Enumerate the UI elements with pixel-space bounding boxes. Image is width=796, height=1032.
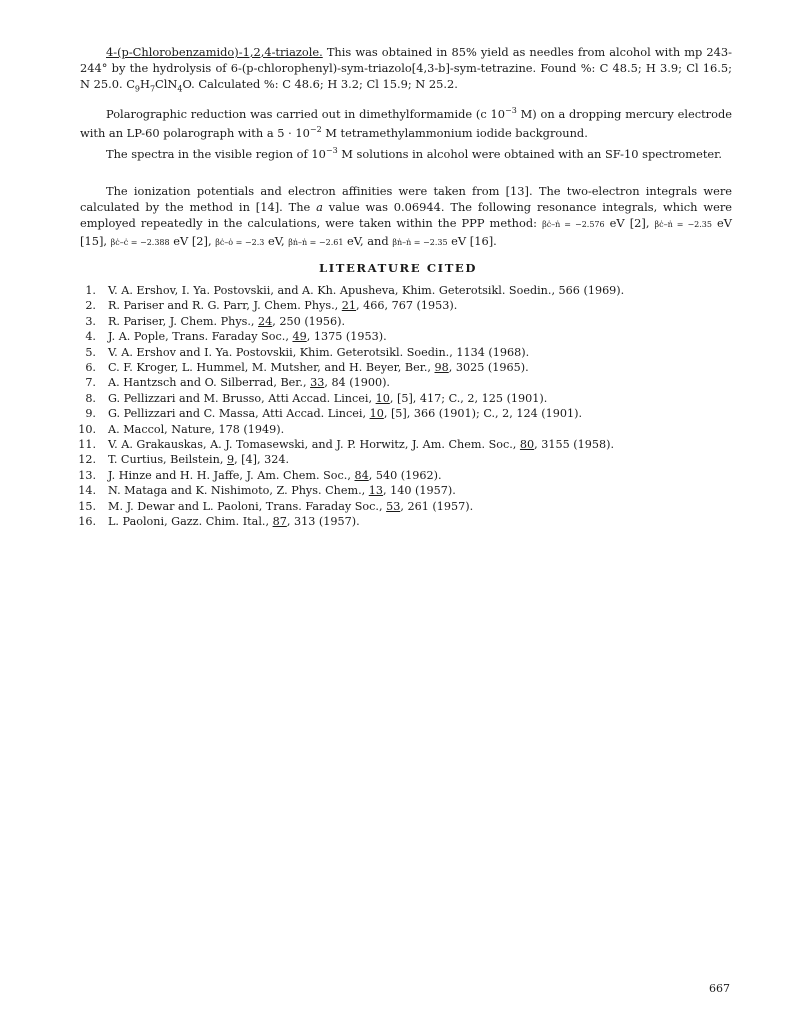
subscript: 4 — [177, 84, 183, 94]
resonance-integral: βċ–ȯ = −2.3 — [215, 238, 265, 247]
paragraph-text: O. Calculated %: C 48.6; H 3.2; Cl 15.9; N 25.2. — [182, 77, 458, 91]
paragraph-text: eV [16]. — [447, 234, 497, 248]
paragraph-text: The spectra in the visible region of 10 — [106, 146, 326, 161]
reference-item — [76, 499, 736, 514]
resonance-integral: βṅ–ṅ = −2.61 — [288, 238, 344, 247]
reference-text: N. Mataga and K. Nishimoto, Z. Phys. Chem., — [108, 484, 369, 498]
reference-item — [76, 375, 736, 390]
paragraph-text: The ionization potentials and electron affinities were taken from [13]. The two-electron integrals were calculated by the method in [14]. The — [80, 184, 732, 214]
reference-number: 11. — [78, 438, 96, 452]
reference-text: J. Hinze and H. H. Jaffe, J. Am. Chem. Soc., — [108, 468, 355, 482]
reference-text: , 250 (1956). — [272, 314, 346, 328]
reference-item — [76, 329, 736, 344]
reference-volume: 21 — [341, 299, 357, 313]
paragraph-text: ClN — [155, 77, 178, 91]
paragraph-text: eV, and — [343, 234, 393, 248]
reference-item — [76, 422, 736, 437]
reference-item — [76, 437, 736, 452]
reference-item — [76, 391, 736, 406]
reference-number: 15. — [78, 499, 96, 513]
reference-volume: 80 — [519, 438, 535, 452]
resonance-integral: βṅ–ṅ = −2.35 — [392, 238, 448, 247]
reference-number: 4. — [85, 330, 96, 344]
reference-text: , 261 (1957). — [400, 499, 474, 513]
reference-text: T. Curtius, Beilstein, — [108, 453, 227, 467]
reference-text: V. A. Grakauskas, A. J. Tomasewski, and J. P. Horwitz, J. Am. Chem. Soc., — [108, 438, 520, 452]
reference-number: 13. — [78, 468, 96, 482]
reference-number: 12. — [78, 453, 96, 467]
reference-number: 7. — [85, 376, 96, 390]
reference-number: 2. — [85, 299, 96, 313]
reference-text: V. A. Ershov and I. Ya. Postovskii, Khim. Geterotsikl. Soedin., 1134 (1968). — [108, 345, 530, 359]
paragraph-text: M tetramethylammonium iodide background. — [321, 125, 588, 140]
reference-text: G. Pellizzari and M. Brusso, Atti Accad. Lincei, — [108, 391, 376, 405]
reference-item — [76, 452, 736, 467]
reference-text: , 84 (1900). — [324, 376, 390, 390]
reference-item — [76, 514, 736, 529]
reference-item — [76, 360, 736, 375]
paragraph-text: value was 0.06944. The following resonance integrals, which were employed repeatedly in the calculations, were taken within the PPP method: — [80, 200, 733, 230]
reference-item — [76, 483, 736, 498]
reference-text: , [5], 366 (1901); C., 2, 124 (1901). — [383, 407, 583, 421]
subscript: 7 — [149, 84, 156, 94]
paragraph-text: eV [2], — [604, 216, 655, 230]
paragraph-text: H — [140, 77, 150, 91]
reference-number: 1. — [85, 284, 96, 297]
reference-text: C. F. Kroger, L. Hummel, M. Mutsher, and H. Beyer, Ber., — [108, 361, 435, 375]
reference-text: , [4], 324. — [234, 453, 290, 467]
reference-number: 14. — [78, 484, 96, 498]
reference-volume: 98 — [434, 361, 449, 375]
reference-item — [76, 406, 736, 421]
paragraph-text: This was obtained in 85% yield as needles from alcohol with mp 243-244° by the hydrolysis of 6-(p-chlorophenyl)-sym-triazolo[4,3-b]-sym-tetrazine. Found %: C 48.5; H 3.9; Cl 16.5; N 25.0. C — [80, 45, 732, 91]
superscript: −3 — [505, 106, 517, 115]
reference-text: , 140 (1957). — [383, 484, 456, 498]
paragraph-text: M) on a dropping mercury electrode with an LP-60 polarograph with a 5 · 10 — [80, 106, 733, 140]
reference-volume: 13 — [368, 484, 384, 498]
reference-item — [76, 468, 736, 483]
reference-volume: 84 — [354, 468, 369, 482]
paragraph-synthesis — [80, 44, 732, 97]
compound-title: 4-(p-Chlorobenzamido)-1,2,4-triazole. — [106, 45, 323, 59]
reference-item — [76, 314, 736, 329]
reference-volume: 53 — [386, 499, 401, 513]
reference-text: , 313 (1957). — [286, 515, 360, 529]
reference-text: , 3025 (1965). — [448, 361, 529, 375]
paragraph-text: eV [15], — [80, 216, 733, 248]
reference-number: 6. — [85, 361, 96, 375]
reference-list — [76, 283, 736, 530]
reference-number: 8. — [85, 391, 96, 405]
reference-text: , 466, 767 (1953). — [356, 299, 458, 313]
reference-item — [76, 345, 736, 360]
reference-volume: 10 — [375, 391, 390, 405]
paragraph-calculations — [80, 183, 732, 251]
reference-text: M. J. Dewar and L. Paoloni, Trans. Faraday Soc., — [108, 499, 387, 513]
reference-text: G. Pellizzari and C. Massa, Atti Accad. Lincei, — [108, 407, 370, 421]
reference-text: R. Pariser and R. G. Parr, J. Chem. Phys., — [108, 299, 342, 313]
reference-text: , 540 (1962). — [368, 468, 442, 482]
reference-volume: 33 — [310, 376, 325, 390]
reference-item — [76, 298, 736, 313]
reference-text: V. A. Ershov, I. Ya. Postovskii, and A. Kh. Apusheva, Khim. Geterotsikl. Soedin., 566 (1969). — [108, 284, 625, 297]
reference-text: J. A. Pople, Trans. Faraday Soc., — [108, 330, 293, 344]
literature-heading: LITERATURE CITED — [318, 261, 478, 275]
page-number: 667 — [709, 982, 730, 995]
reference-volume: 9 — [226, 453, 235, 467]
paragraph-polarography — [80, 103, 732, 141]
superscript: −3 — [325, 146, 338, 155]
paragraph-spectra — [80, 143, 732, 162]
paragraph-text: eV, — [264, 234, 289, 248]
resonance-integral: βċ–ṅ = −2.35 — [654, 220, 712, 229]
reference-text: L. Paoloni, Gazz. Chim. Ital., — [108, 515, 273, 529]
resonance-integral: βċ–ṅ = −2.576 — [542, 220, 605, 229]
paragraph-text: M solutions in alcohol were obtained with an SF-10 spectrometer. — [337, 146, 722, 161]
subscript: 9 — [134, 84, 141, 94]
reference-text: A. Maccol, Nature, 178 (1949). — [108, 422, 285, 436]
reference-text: A. Hantzsch and O. Silberrad, Ber., — [108, 376, 311, 390]
reference-number: 9. — [85, 407, 96, 421]
reference-number: 3. — [85, 314, 96, 328]
reference-number: 10. — [78, 422, 96, 436]
resonance-integral: βċ–ċ = −2.388 — [110, 238, 170, 247]
reference-volume: 24 — [258, 314, 273, 328]
alpha-symbol: a — [316, 200, 323, 214]
reference-number: 5. — [85, 345, 96, 359]
reference-item — [76, 283, 736, 298]
reference-volume: 49 — [292, 330, 307, 344]
reference-text: , 3155 (1958). — [534, 438, 615, 452]
reference-text: , 1375 (1953). — [306, 330, 387, 344]
paragraph-text: eV [2], — [169, 234, 216, 248]
reference-text: , [5], 417; C., 2, 125 (1901). — [389, 391, 548, 405]
paragraph-text: Polarographic reduction was carried out in dimethylformamide (c 10 — [106, 106, 506, 121]
reference-number: 16. — [78, 515, 96, 529]
reference-volume: 87 — [272, 515, 287, 529]
reference-volume: 10 — [369, 407, 384, 421]
reference-text: R. Pariser, J. Chem. Phys., — [108, 314, 259, 328]
superscript: −2 — [309, 124, 322, 134]
